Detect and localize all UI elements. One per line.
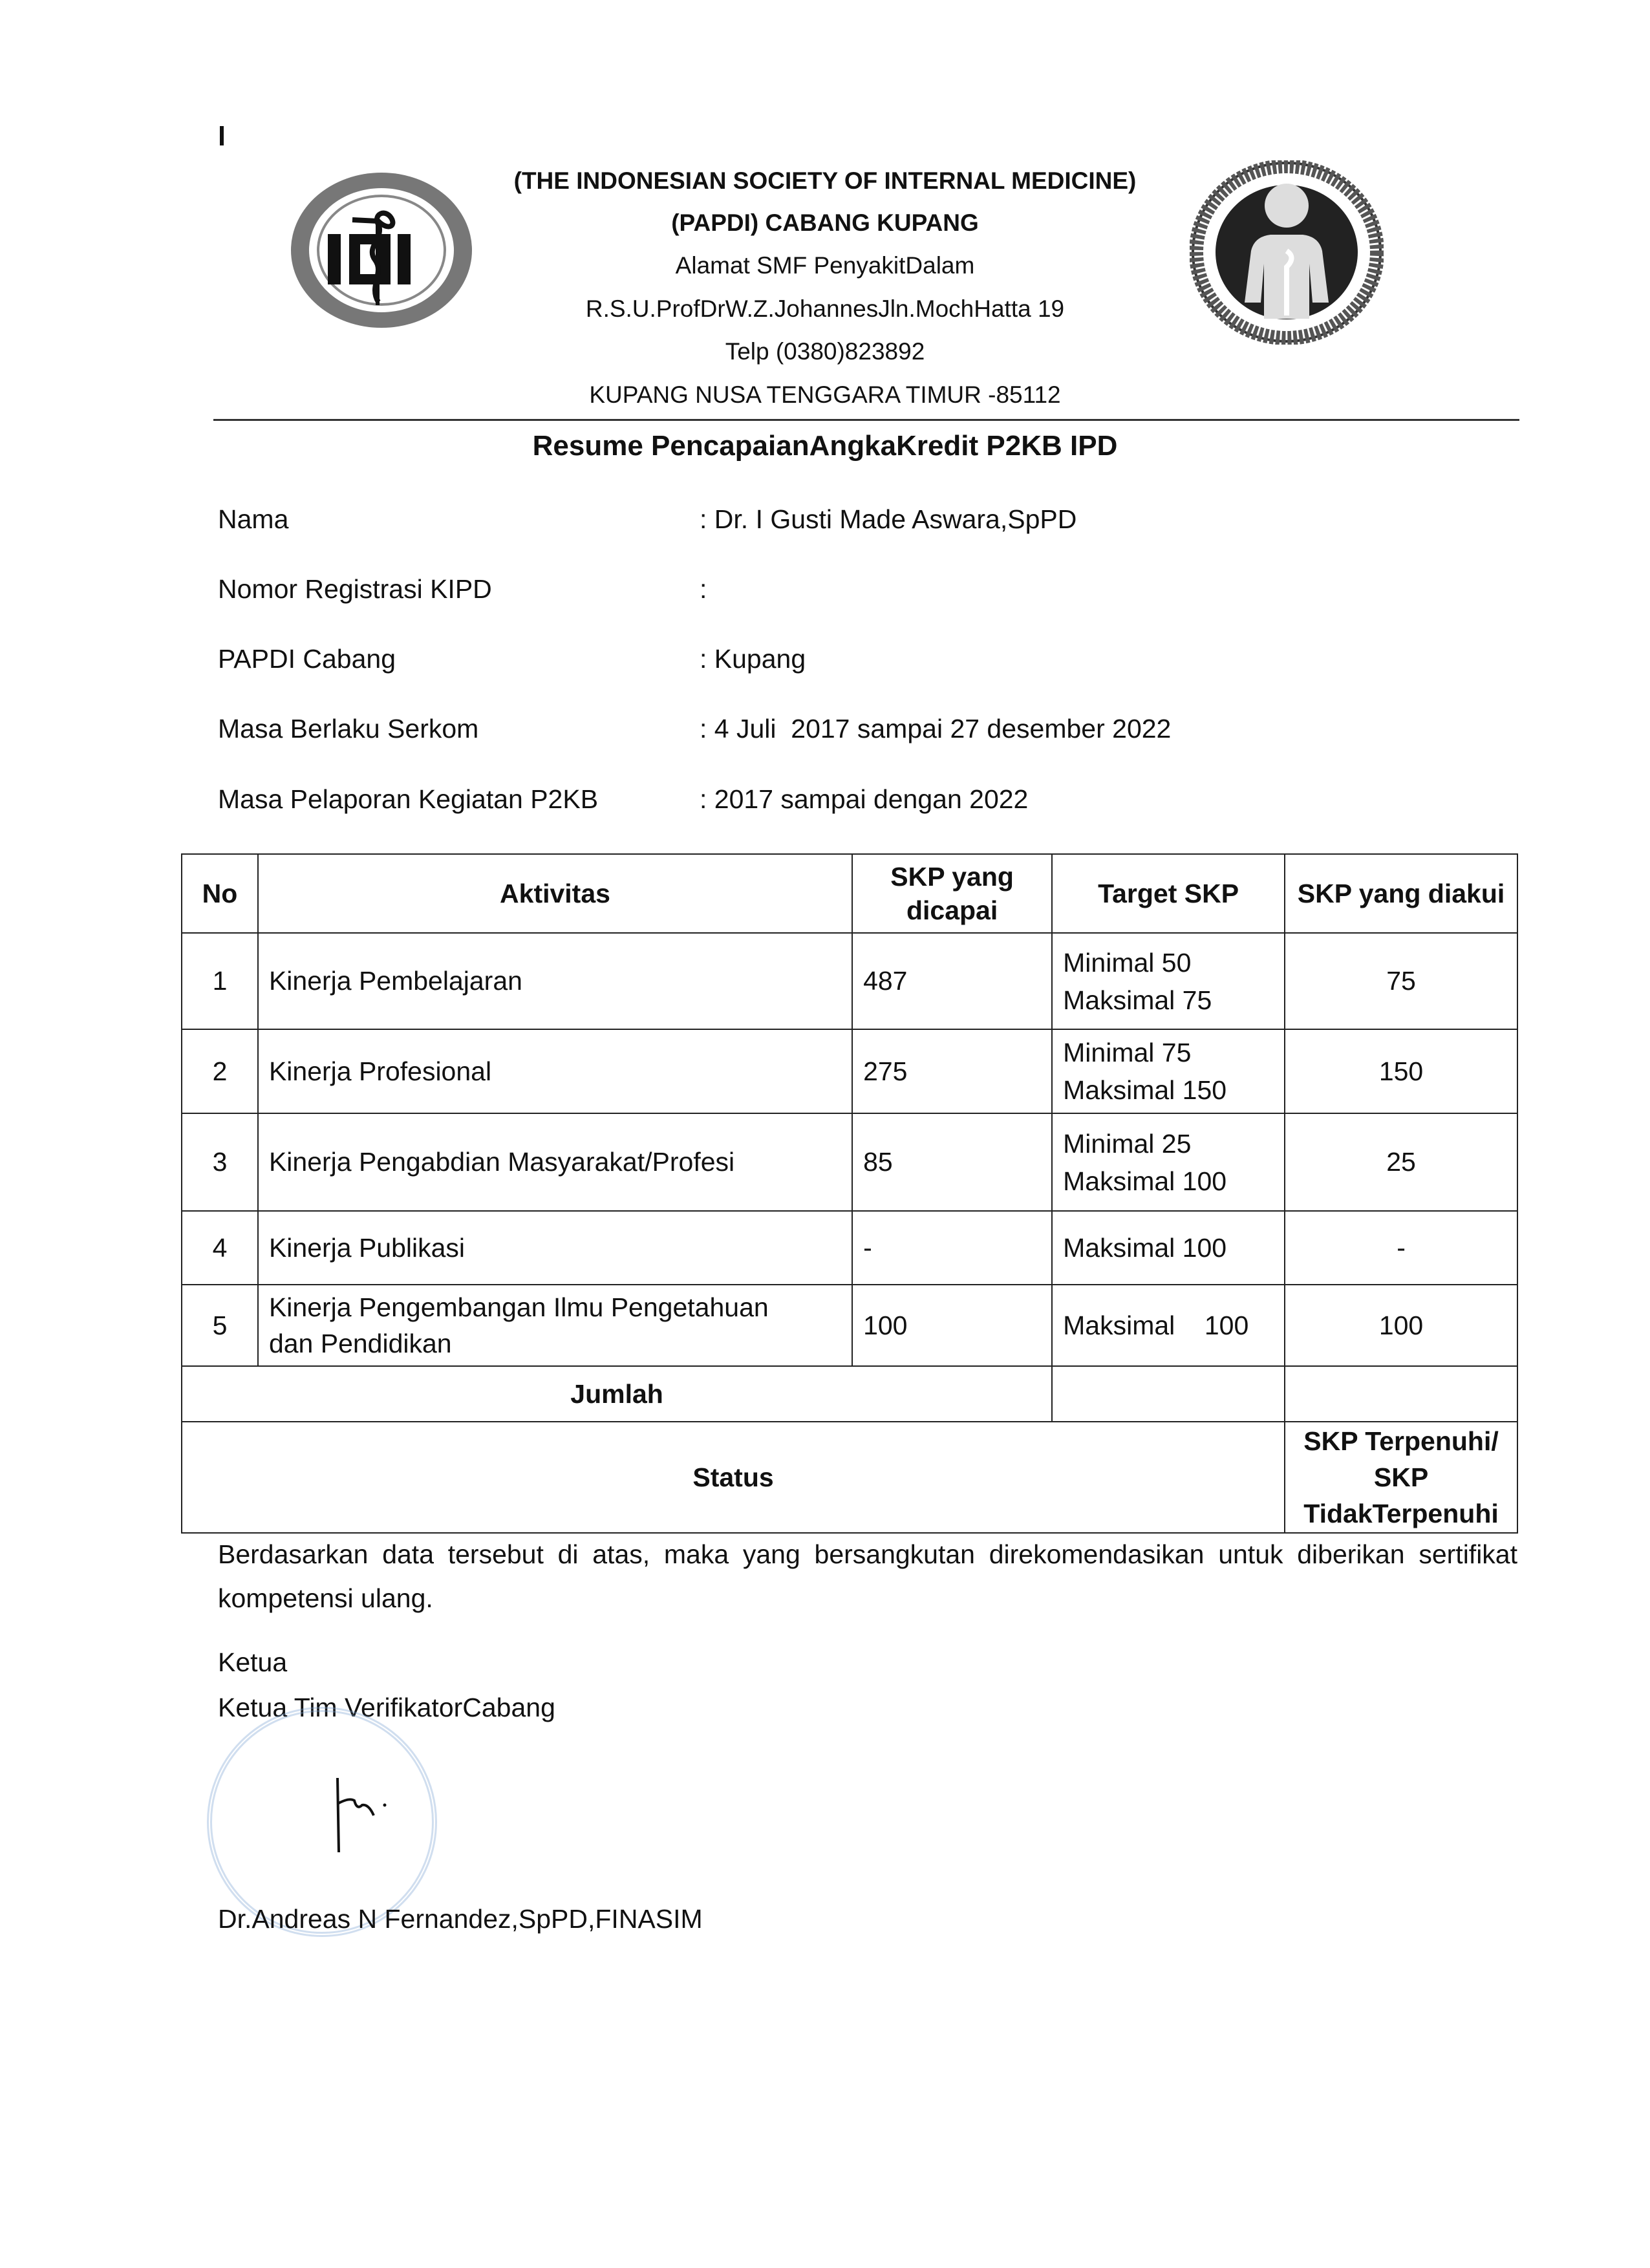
cell-aktivitas: Kinerja Publikasi bbox=[258, 1211, 852, 1285]
table-row bbox=[182, 1211, 1517, 1285]
letterhead-society-name: (THE INDONESIAN SOCIETY OF INTERNAL MEDICINE) bbox=[513, 167, 1137, 194]
info-row-papdi-cabang bbox=[218, 644, 1446, 683]
status-value-line1: SKP Terpenuhi/ bbox=[1303, 1426, 1499, 1456]
info-value: : Kupang bbox=[700, 644, 806, 674]
target-max: Maksimal 75 bbox=[1063, 985, 1212, 1015]
info-label: Masa Pelaporan Kegiatan P2KB bbox=[218, 784, 599, 814]
cell-target bbox=[1052, 933, 1285, 1029]
top-left-mark bbox=[220, 126, 224, 145]
cell-no: 4 bbox=[182, 1211, 258, 1285]
status-value-line2: SKP bbox=[1373, 1462, 1429, 1492]
aktivitas-line2: dan Pendidikan bbox=[268, 1329, 452, 1358]
target-max: Maksimal 150 bbox=[1063, 1075, 1227, 1105]
cell-no: 3 bbox=[182, 1113, 258, 1211]
signatory-name: Dr.Andreas N Fernandez,SpPD,FINASIM bbox=[218, 1904, 703, 1934]
table-row bbox=[182, 933, 1517, 1029]
cell-diakui: 25 bbox=[1285, 1113, 1517, 1211]
header-skp-dicapai-line2: dicapai bbox=[906, 895, 998, 925]
cell-aktivitas: Kinerja Profesional bbox=[258, 1029, 852, 1113]
cell-target bbox=[1052, 1113, 1285, 1211]
sum-diakui bbox=[1285, 1366, 1517, 1422]
cell-no: 2 bbox=[182, 1029, 258, 1113]
cell-dicapai: 275 bbox=[852, 1029, 1052, 1113]
header-aktivitas: Aktivitas bbox=[258, 854, 852, 933]
table-status-row bbox=[182, 1422, 1517, 1533]
info-row-masa-berlaku bbox=[218, 714, 1446, 753]
cell-no: 1 bbox=[182, 933, 258, 1029]
cell-aktivitas bbox=[258, 1285, 852, 1366]
info-label: PAPDI Cabang bbox=[218, 644, 396, 674]
info-label: Nama bbox=[218, 504, 289, 534]
header-skp-dicapai-line1: SKP yang bbox=[890, 862, 1014, 892]
letterhead-address-2: R.S.U.ProfDrW.Z.JohannesJln.MochHatta 19 bbox=[585, 295, 1065, 322]
target-min: Minimal 25 bbox=[1063, 1128, 1192, 1159]
target-max: Maksimal 100 bbox=[1063, 1166, 1227, 1196]
header-skp-diakui: SKP yang diakui bbox=[1285, 854, 1517, 933]
cell-diakui: 75 bbox=[1285, 933, 1517, 1029]
cell-aktivitas: Kinerja Pembelajaran bbox=[258, 933, 852, 1029]
header-target-skp: Target SKP bbox=[1052, 854, 1285, 933]
handwritten-signature-icon bbox=[323, 1771, 427, 1875]
cell-aktivitas: Kinerja Pengabdian Masyarakat/Profesi bbox=[258, 1113, 852, 1211]
signatory-role: Ketua bbox=[218, 1647, 288, 1677]
cell-no: 5 bbox=[182, 1285, 258, 1366]
letterhead-city: KUPANG NUSA TENGGARA TIMUR -85112 bbox=[589, 381, 1061, 408]
info-value: : 2017 sampai dengan 2022 bbox=[700, 784, 1029, 814]
letterhead-address-1: Alamat SMF PenyakitDalam bbox=[675, 252, 975, 279]
info-value: : bbox=[700, 574, 707, 604]
table-sum-row bbox=[182, 1366, 1517, 1422]
sum-label: Jumlah bbox=[182, 1366, 1052, 1422]
cell-diakui: 150 bbox=[1285, 1029, 1517, 1113]
document-title: Resume PencapaianAngkaKredit P2KB IPD bbox=[532, 430, 1118, 462]
status-value bbox=[1285, 1422, 1517, 1533]
target-min: Minimal 50 bbox=[1063, 947, 1192, 978]
cell-target bbox=[1052, 1029, 1285, 1113]
header-skp-dicapai bbox=[852, 854, 1052, 933]
status-value-line3: TidakTerpenuhi bbox=[1303, 1499, 1499, 1528]
table-row bbox=[182, 1029, 1517, 1113]
skp-table bbox=[181, 853, 1518, 1534]
cell-dicapai: 85 bbox=[852, 1113, 1052, 1211]
cell-dicapai: 100 bbox=[852, 1285, 1052, 1366]
cell-dicapai: 487 bbox=[852, 933, 1052, 1029]
info-row-masa-pelaporan bbox=[218, 784, 1446, 823]
header-no: No bbox=[182, 854, 258, 933]
signatory-team-role: Ketua Tim VerifikatorCabang bbox=[218, 1693, 555, 1722]
sum-target bbox=[1052, 1366, 1285, 1422]
info-value: : 4 Juli 2017 sampai 27 desember 2022 bbox=[700, 714, 1172, 744]
status-label: Status bbox=[182, 1422, 1285, 1533]
aktivitas-line1: Kinerja Pengembangan Ilmu Pengetahuan bbox=[268, 1292, 769, 1322]
info-row-nama bbox=[218, 504, 1446, 543]
cell-target: Maksimal 100 bbox=[1052, 1211, 1285, 1285]
cell-target: Maksimal 100 bbox=[1052, 1285, 1285, 1366]
info-row-nomor-registrasi bbox=[218, 574, 1446, 613]
cell-dicapai: - bbox=[852, 1211, 1052, 1285]
target-min: Minimal 75 bbox=[1063, 1038, 1192, 1067]
table-row bbox=[182, 1113, 1517, 1211]
letterhead-branch-name: (PAPDI) CABANG KUPANG bbox=[671, 209, 979, 236]
recommendation-text: Berdasarkan data tersebut di atas, maka yang bersangkutan direkomendasikan untuk diberikan sertifikat kompetensi ulang. bbox=[218, 1539, 1517, 1613]
letterhead-phone: Telp (0380)823892 bbox=[725, 338, 925, 365]
info-label: Masa Berlaku Serkom bbox=[218, 714, 479, 744]
table-header-row bbox=[182, 854, 1517, 933]
table-row bbox=[182, 1285, 1517, 1366]
info-value: : Dr. I Gusti Made Aswara,SpPD bbox=[700, 504, 1077, 534]
cell-diakui: - bbox=[1285, 1211, 1517, 1285]
cell-diakui: 100 bbox=[1285, 1285, 1517, 1366]
letterhead-divider bbox=[213, 419, 1519, 421]
info-label: Nomor Registrasi KIPD bbox=[218, 574, 492, 604]
